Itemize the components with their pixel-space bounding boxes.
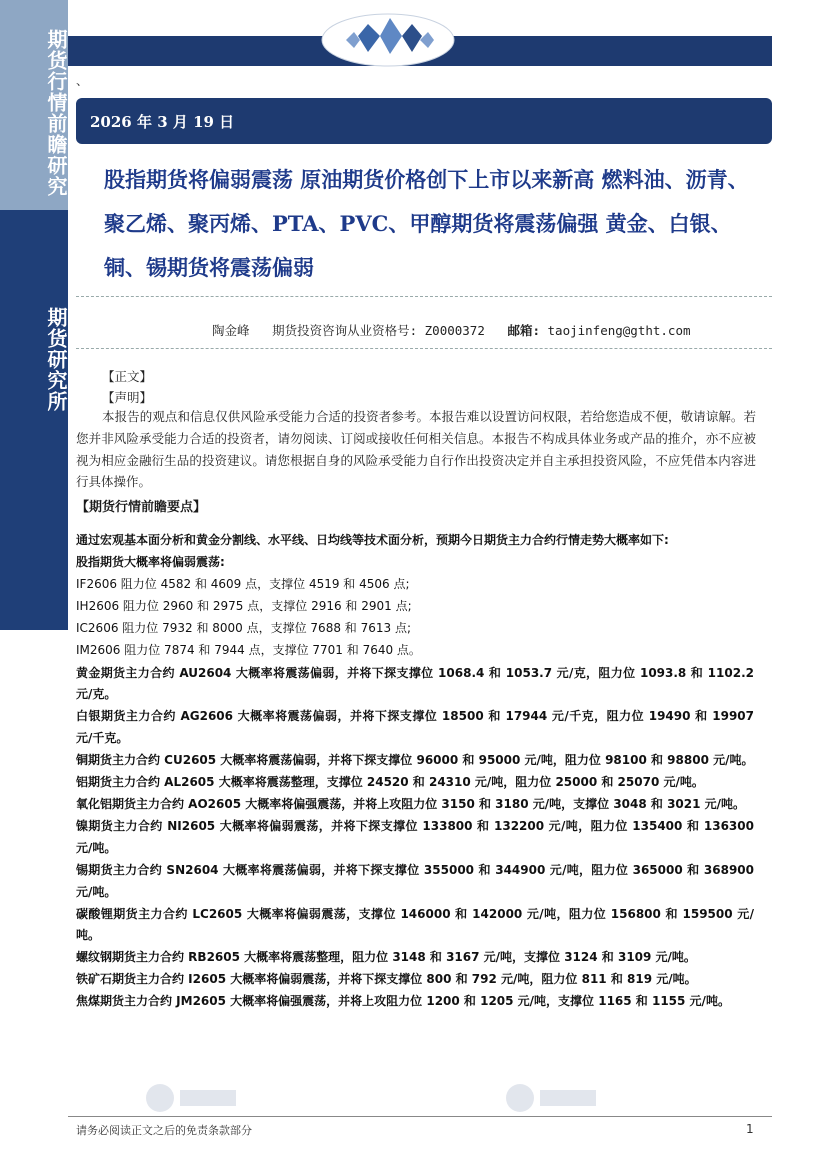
forecast-item: IF2606 阻力位 4582 和 4609 点，支撑位 4519 和 4506 点;: [76, 577, 410, 592]
sidebar-bottom-panel: [0, 210, 68, 630]
author-line: [212, 321, 691, 339]
company-logo-icon: [318, 6, 458, 68]
footer-divider: [68, 1116, 772, 1117]
divider: [76, 296, 772, 297]
forecast-item: IC2606 阻力位 7932 和 8000 点，支撑位 7688 和 7613 点;: [76, 621, 411, 636]
forecast-item: IH2606 阻力位 2960 和 2975 点，支撑位 2916 和 2901 点;: [76, 599, 412, 614]
forecast-item: 锡期货主力合约 SN2604 大概率将震荡偏弱，并将下探支撑位 355000 和 344900 元/吨，阻力位 365000 和 368900 元/吨。: [76, 862, 754, 899]
report-title: 股指期货将偏弱震荡 原油期货价格创下上市以来新高 燃料油、沥青、聚乙烯、聚丙烯、PTA、PVC、甲醇期货将震荡偏强 黄金、白银、铜、锡期货将震荡偏弱: [104, 167, 749, 280]
forecast-item: 白银期货主力合约 AG2606 大概率将震荡偏弱，并将下探支撑位 18500 和 17944 元/千克，阻力位 19490 和 19907 元/千克。: [76, 709, 754, 745]
sidebar-top-panel: [0, 0, 68, 210]
report-date: 2026 年 3 月 19 日: [90, 113, 235, 131]
qualification-number: Z0000372: [424, 323, 485, 338]
forecast-item: IM2606 阻力位 7874 和 7944 点，支撑位 7701 和 7640 点。: [76, 643, 421, 658]
main-text-heading: 【正文】: [102, 369, 153, 384]
disclaimer-paragraph: 本报告的观点和信息仅供风险承受能力合适的投资者参考。本报告难以设置访问权限，若给您造成不便，敬请谅解。若您并非风险承受能力合适的投资者，请勿阅读、订阅或接收任何相关信息。本报告不构成具体业务或产品的推介，亦不应被视为相应金融衍生品的投资建议。请您根据自身的风险承受能力自行作出投资决定并自主承担投资风险，不应凭借本内容进行具体操作。: [76, 409, 756, 490]
page-number: 1: [746, 1122, 754, 1136]
sidebar-top-label: 期货行情前瞻研究: [44, 29, 68, 197]
forecast-item: 黄金期货主力合约 AU2604 大概率将震荡偏弱，并将下探支撑位 1068.4 和 1053.7 元/克，阻力位 1093.8 和 1102.2 元/克。: [76, 665, 754, 702]
forecast-item: 焦煤期货主力合约 JM2605 大概率将偏强震荡，并将上攻阻力位 1200 和 1205 元/吨，支撑位 1165 和 1155 元/吨。: [76, 994, 730, 1009]
footer-notice: 请务必阅读正文之后的免责条款部分: [76, 1124, 252, 1137]
forecast-item: 螺纹钢期货主力合约 RB2605 大概率将震荡整理，阻力位 3148 和 3167 元/吨，支撑位 3124 和 3109 元/吨。: [76, 950, 696, 965]
author-email[interactable]: taojinfeng@gtht.com: [547, 323, 691, 338]
email-label: 邮箱:: [507, 323, 540, 338]
date-banner: [76, 98, 772, 144]
forecast-item: 镍期货主力合约 NI2605 大概率将偏弱震荡，并将下探支撑位 133800 和 132200 元/吨，阻力位 135400 和 136300 元/吨。: [76, 819, 754, 855]
author-name: 陶金峰: [212, 323, 250, 338]
forecast-item: 铜期货主力合约 CU2605 大概率将震荡偏弱，并将下探支撑位 96000 和 95000 元/吨，阻力位 98100 和 98800 元/吨。: [76, 752, 754, 767]
forecast-item: 铝期货主力合约 AL2605 大概率将震荡整理，支撑位 24520 和 24310 元/吨，阻力位 25000 和 25070 元/吨。: [76, 775, 704, 790]
divider: [76, 348, 772, 349]
forecast-item: 股指期货大概率将偏弱震荡:: [76, 555, 225, 570]
sidebar-bottom-label: 期货研究所: [44, 306, 68, 412]
key-points-heading: 【期货行情前瞻要点】: [76, 500, 207, 515]
watermark-icon: [140, 1078, 240, 1118]
forecast-item: 铁矿石期货主力合约 I2605 大概率将偏弱震荡，并将下探支撑位 800 和 792 元/吨，阻力位 811 和 819 元/吨。: [76, 972, 697, 987]
qualification-label: 期货投资咨询从业资格号:: [272, 323, 418, 338]
forecast-item: 氧化铝期货主力合约 AO2605 大概率将偏强震荡，并将上攻阻力位 3150 和 3180 元/吨，支撑位 3048 和 3021 元/吨。: [76, 797, 746, 812]
header-tick: 、: [76, 74, 89, 88]
forecast-item: 碳酸锂期货主力合约 LC2605 大概率将偏弱震荡，支撑位 146000 和 142000 元/吨，阻力位 156800 和 159500 元/吨。: [76, 906, 754, 943]
statement-heading: 【声明】: [102, 390, 153, 405]
forecast-content: [76, 530, 754, 1014]
watermark-icon: [500, 1078, 600, 1118]
forecast-intro: 通过宏观基本面分析和黄金分割线、水平线、日均线等技术面分析，预期今日期货主力合约行情走势大概率如下:: [76, 533, 669, 547]
